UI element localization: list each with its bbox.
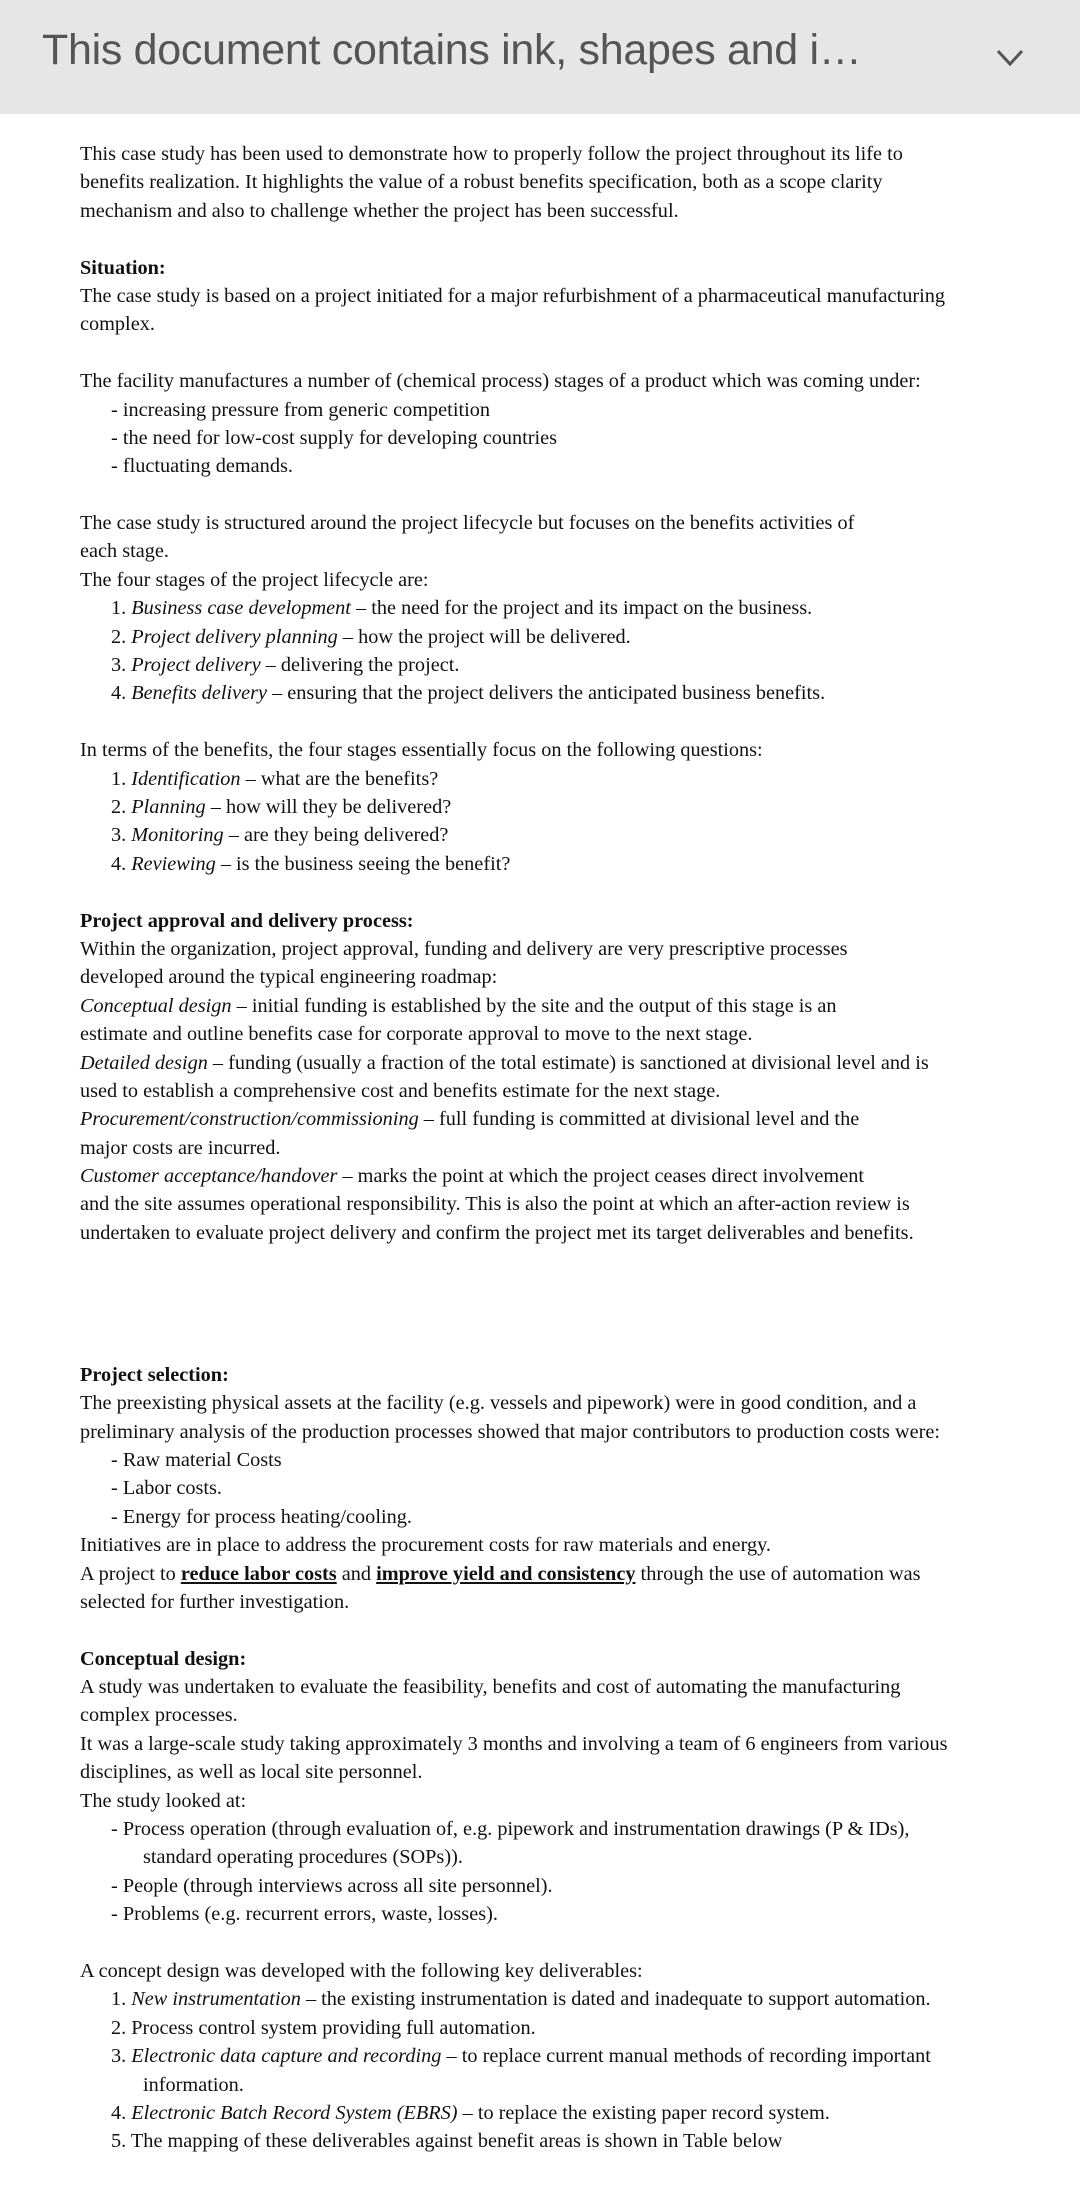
- text-span: – delivering the project.: [260, 654, 460, 677]
- text-line: [80, 1077, 1040, 1105]
- text-span: complex processes.: [80, 1704, 238, 1727]
- text-span: The case study is structured around the project lifecycle but focuses on the benefits activities of: [80, 512, 855, 535]
- italic-term: Procurement/construction/commissioning: [80, 1108, 419, 1131]
- text-span: standard operating procedures (SOPs)).: [143, 1846, 463, 1869]
- text-line: [80, 963, 1040, 991]
- text-span: – initial funding is established by the site and the output of this stage is an: [231, 994, 837, 1017]
- text-span: used to establish a comprehensive cost and benefits estimate for the next stage.: [80, 1079, 721, 1102]
- text-span: developed around the typical engineering roadmap:: [80, 966, 498, 989]
- text-line: [80, 140, 1040, 168]
- text-line: [80, 907, 1040, 935]
- text-span: 3.: [111, 824, 132, 847]
- text-line: [80, 282, 1040, 310]
- text-line: [80, 509, 1040, 537]
- text-span: This case study has been used to demonstrate how to properly follow the project throughout its life to: [80, 143, 903, 165]
- text-line: [80, 1474, 1040, 1502]
- text-span: through the use of automation was: [635, 1562, 921, 1585]
- text-span: - the need for low-cost supply for developing countries: [111, 426, 558, 449]
- italic-term: Benefits delivery: [131, 682, 267, 705]
- text-line: [80, 2099, 1040, 2127]
- text-line: [80, 566, 1040, 594]
- text-span: 1.: [111, 767, 132, 790]
- text-span: and the site assumes operational responsibility. This is also the point at which an after-action review is: [80, 1193, 910, 1216]
- text-span: - Problems (e.g. recurrent errors, waste, losses).: [111, 1903, 498, 1926]
- text-span: - People (through interviews across all site personnel).: [111, 1874, 553, 1897]
- text-span: disciplines, as well as local site personnel.: [80, 1761, 423, 1784]
- text-line: [80, 452, 1040, 480]
- text-span: In terms of the benefits, the four stages essentially focus on the following questions:: [80, 739, 763, 762]
- section-heading: Conceptual design:: [80, 1647, 247, 1670]
- text-span: - Raw material Costs: [111, 1448, 282, 1471]
- text-span: - Process operation (through evaluation of, e.g. pipework and instrumentation drawings (P & IDs),: [111, 1818, 910, 1841]
- text-span: - Energy for process heating/cooling.: [111, 1505, 412, 1528]
- text-span: complex.: [80, 313, 155, 336]
- text-line: [80, 1900, 1040, 1928]
- italic-term: Detailed design: [80, 1051, 208, 1074]
- text-line: [80, 651, 1040, 679]
- emphasized-text: reduce labor costs: [180, 1562, 337, 1585]
- text-span: preliminary analysis of the production processes showed that major contributors to production costs were:: [80, 1420, 941, 1443]
- text-span: – is the business seeing the benefit?: [215, 852, 511, 875]
- text-span: 4.: [111, 2101, 132, 2124]
- blank-line: [80, 708, 1040, 736]
- text-line: [80, 765, 1040, 793]
- text-line: [80, 310, 1040, 338]
- text-line: [80, 623, 1040, 651]
- text-span: 5. The mapping of these deliverables against benefit areas is shown in Table below: [111, 2130, 783, 2153]
- section-heading: Situation:: [80, 256, 166, 279]
- italic-term: Monitoring: [131, 824, 224, 847]
- blank-line: [80, 1304, 1040, 1332]
- text-span: – how will they be delivered?: [205, 795, 452, 818]
- text-span: selected for further investigation.: [80, 1590, 350, 1613]
- blank-line: [80, 481, 1040, 509]
- text-span: benefits realization. It highlights the value of a robust benefits specification, both as a scope clarity: [80, 171, 883, 194]
- italic-term: Identification: [131, 767, 241, 790]
- text-line: [80, 1588, 1040, 1616]
- text-span: – the need for the project and its impact on the business.: [350, 597, 813, 620]
- text-span: major costs are incurred.: [80, 1136, 281, 1159]
- text-span: The preexisting physical assets at the facility (e.g. vessels and pipework) were in good condition, and a: [80, 1392, 917, 1415]
- text-line: [80, 2071, 1040, 2099]
- text-line: [80, 1985, 1040, 2013]
- chevron-down-icon[interactable]: [990, 38, 1030, 78]
- document-header-bar[interactable]: [0, 0, 1080, 114]
- text-line: [80, 1418, 1040, 1446]
- text-line: [80, 1049, 1040, 1077]
- text-line: [80, 197, 1040, 225]
- text-line: [80, 1531, 1040, 1559]
- italic-term: Conceptual design: [80, 994, 232, 1017]
- text-line: [80, 850, 1040, 878]
- text-span: – funding (usually a fraction of the total estimate) is sanctioned at divisional level and is: [207, 1051, 929, 1074]
- text-span: The facility manufactures a number of (chemical process) stages of a product which was coming under:: [80, 370, 921, 393]
- text-span: 1.: [111, 1988, 132, 2011]
- text-span: The study looked at:: [80, 1789, 247, 1812]
- blank-line: [80, 1332, 1040, 1360]
- text-line: [80, 1701, 1040, 1729]
- text-span: 4.: [111, 682, 132, 705]
- text-line: [80, 1787, 1040, 1815]
- text-span: Within the organization, project approval, funding and delivery are very prescriptive processes: [80, 937, 848, 960]
- italic-term: Reviewing: [131, 852, 216, 875]
- section-heading: Project approval and delivery process:: [80, 909, 414, 932]
- section-heading: Project selection:: [80, 1363, 229, 1386]
- text-line: [80, 992, 1040, 1020]
- text-span: 2. Process control system providing full automation.: [111, 2016, 536, 2039]
- text-span: and: [336, 1562, 377, 1585]
- text-line: [80, 1190, 1040, 1218]
- text-line: [80, 424, 1040, 452]
- text-line: [80, 396, 1040, 424]
- blank-line: [80, 1929, 1040, 1957]
- text-line: [80, 367, 1040, 395]
- text-span: mechanism and also to challenge whether the project has been successful.: [80, 199, 679, 222]
- text-span: – marks the point at which the project ceases direct involvement: [337, 1165, 864, 1188]
- text-span: - Labor costs.: [111, 1477, 222, 1500]
- text-span: Initiatives are in place to address the procurement costs for raw materials and energy.: [80, 1534, 771, 1557]
- text-span: It was a large-scale study taking approximately 3 months and involving a team of 6 engineers from various: [80, 1732, 948, 1755]
- text-span: 1.: [111, 597, 132, 620]
- emphasized-text: improve yield and consistency: [376, 1562, 636, 1585]
- text-line: [80, 1872, 1040, 1900]
- italic-term: Electronic data capture and recording: [131, 2045, 442, 2068]
- text-line: [80, 1758, 1040, 1786]
- text-span: 2.: [111, 795, 132, 818]
- text-line: [80, 1134, 1040, 1162]
- text-span: estimate and outline benefits case for corporate approval to move to the next stage.: [80, 1023, 753, 1046]
- text-span: undertaken to evaluate project delivery and confirm the project met its target deliverables and benefits.: [80, 1221, 914, 1244]
- text-span: – ensuring that the project delivers the anticipated business benefits.: [267, 682, 826, 705]
- text-line: [80, 254, 1040, 282]
- text-span: - fluctuating demands.: [111, 455, 293, 478]
- text-line: [80, 679, 1040, 707]
- italic-term: Project delivery planning: [131, 625, 338, 648]
- text-span: – how the project will be delivered.: [337, 625, 631, 648]
- text-line: [80, 1219, 1040, 1247]
- text-line: [80, 1020, 1040, 1048]
- text-span: A study was undertaken to evaluate the feasibility, benefits and cost of automating the manufacturing: [80, 1676, 901, 1699]
- blank-line: [80, 1247, 1040, 1275]
- document-warning-title: This document contains ink, shapes and i…: [42, 26, 862, 74]
- italic-term: Project delivery: [131, 654, 261, 677]
- text-span: – to replace the existing paper record system.: [457, 2101, 830, 2124]
- text-line: [80, 2127, 1040, 2155]
- text-line: [80, 594, 1040, 622]
- blank-line: [80, 339, 1040, 367]
- text-line: [80, 168, 1040, 196]
- italic-term: New instrumentation: [131, 1988, 301, 2011]
- text-line: [80, 1957, 1040, 1985]
- blank-line: [80, 1276, 1040, 1304]
- text-line: [80, 736, 1040, 764]
- text-line: [80, 793, 1040, 821]
- text-line: [80, 1645, 1040, 1673]
- text-span: A project to: [80, 1562, 181, 1585]
- text-line: [80, 1815, 1040, 1843]
- text-span: information.: [143, 2073, 244, 2096]
- text-line: [80, 2014, 1040, 2042]
- italic-term: Customer acceptance/handover: [80, 1165, 338, 1188]
- blank-line: [80, 878, 1040, 906]
- text-line: [80, 935, 1040, 963]
- text-span: – are they being delivered?: [223, 824, 449, 847]
- document-body: [80, 140, 1040, 2156]
- text-span: each stage.: [80, 540, 169, 563]
- text-span: - increasing pressure from generic competition: [111, 398, 491, 421]
- text-span: – what are the benefits?: [240, 767, 439, 790]
- blank-line: [80, 225, 1040, 253]
- italic-term: Planning: [131, 795, 206, 818]
- text-line: [80, 1730, 1040, 1758]
- text-span: – full funding is committed at divisional level and the: [418, 1108, 860, 1131]
- italic-term: Business case development: [131, 597, 351, 620]
- text-span: The four stages of the project lifecycle are:: [80, 568, 429, 591]
- text-span: The case study is based on a project initiated for a major refurbishment of a pharmaceutical manufacturing: [80, 284, 946, 307]
- text-span: – to replace current manual methods of recording important: [441, 2045, 931, 2068]
- text-line: [80, 2042, 1040, 2070]
- text-span: – the existing instrumentation is dated and inadequate to support automation.: [300, 1988, 931, 2011]
- text-line: [80, 1673, 1040, 1701]
- text-line: [80, 821, 1040, 849]
- text-span: 3.: [111, 2045, 132, 2068]
- text-span: A concept design was developed with the following key deliverables:: [80, 1960, 643, 1982]
- text-line: [80, 1503, 1040, 1531]
- blank-line: [80, 1616, 1040, 1644]
- text-line: [80, 1446, 1040, 1474]
- text-span: 2.: [111, 625, 132, 648]
- text-line: [80, 1843, 1040, 1871]
- text-line: [80, 1162, 1040, 1190]
- text-span: 4.: [111, 852, 132, 875]
- text-line: [80, 1361, 1040, 1389]
- text-line: [80, 1560, 1040, 1588]
- text-line: [80, 537, 1040, 565]
- text-line: [80, 1389, 1040, 1417]
- text-span: 3.: [111, 654, 132, 677]
- text-line: [80, 1105, 1040, 1133]
- italic-term: Electronic Batch Record System (EBRS): [131, 2101, 458, 2124]
